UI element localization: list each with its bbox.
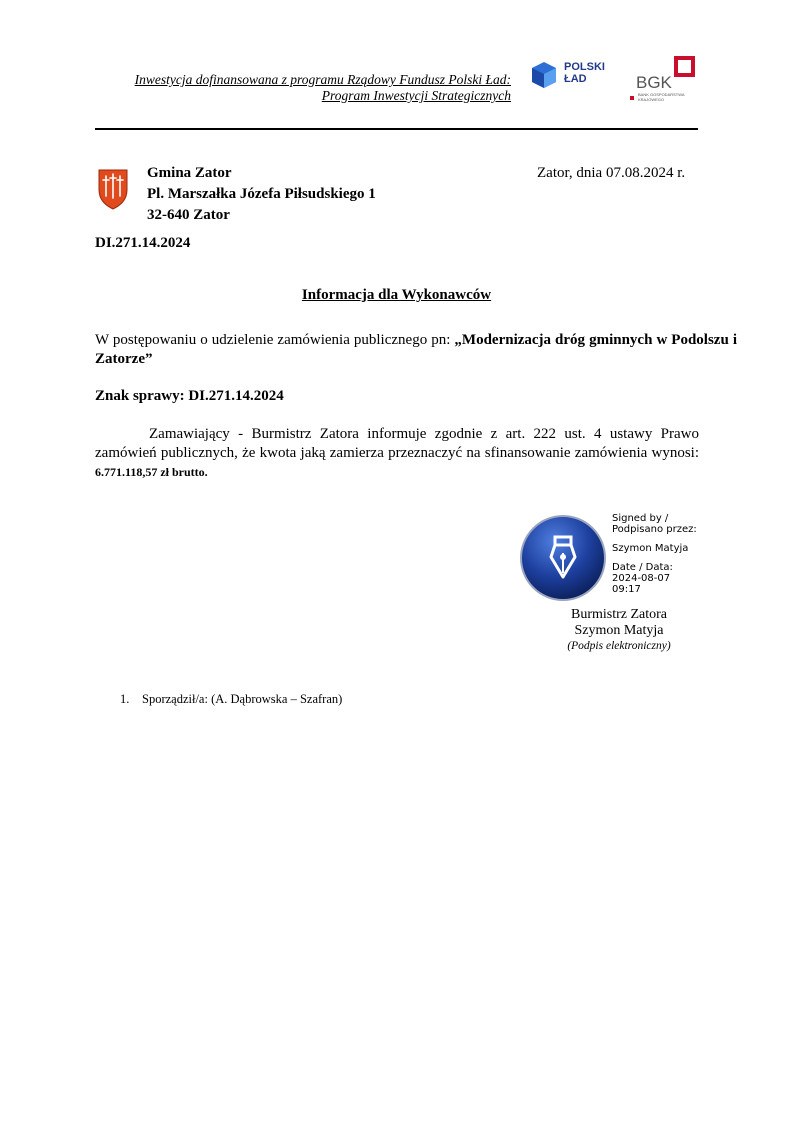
bgk-sub-1: BANK GOSPODARSTWA: [638, 92, 685, 97]
polski-lad-text-1: POLSKI: [564, 61, 605, 73]
funding-note: [96, 72, 511, 104]
intro-text: W postępowaniu o udzielenie zamówienia publicznego pn:: [95, 332, 455, 348]
sender-address: [147, 163, 376, 226]
signed-by-label-2: Podpisano przez:: [612, 524, 697, 535]
list-item-number: 1.: [120, 692, 130, 706]
body-text: Zamawiający - Burmistrz Zatora informuje zgodnie z art. 222 ust. 4 ustawy Prawo zamówień publicznych, że kwota jaką zamierza przeznaczyć na sfinansowanie zamówienia wynosi:: [95, 426, 699, 461]
signature-info: [612, 513, 697, 595]
pen-nib-icon: [518, 513, 608, 603]
bgk-logo: [630, 56, 700, 106]
signature-date: 2024-08-07: [612, 573, 671, 584]
header-divider: [95, 128, 698, 130]
signature-date-label: Date / Data:: [612, 562, 673, 573]
amount: 6.771.118,57 zł brutto.: [95, 465, 208, 479]
polski-lad-logo: [528, 58, 618, 94]
signature-name: Szymon Matyja: [612, 543, 689, 554]
sender-line-2: Pl. Marszałka Józefa Piłsudskiego 1: [147, 186, 376, 202]
list-item-text: Sporządził/a: (A. Dąbrowska – Szafran): [142, 692, 343, 706]
funding-line-2: Program Inwestycji Strategicznych: [321, 88, 511, 103]
polski-lad-mark-icon: [528, 58, 562, 94]
document-title: Informacja dla Wykonawców: [301, 287, 492, 303]
signer-note: (Podpis elektroniczny): [567, 640, 671, 652]
body-paragraph: [95, 425, 699, 482]
signer-block: [556, 607, 682, 654]
sender-line-1: Gmina Zator: [147, 165, 232, 181]
project-name: „Modernizacja dróg gminnych w Podolszu i Zatorze”: [95, 332, 737, 367]
case-number: Znak sprawy: DI.271.14.2024: [95, 388, 284, 404]
coat-of-arms-icon: [97, 168, 129, 210]
reference-number: DI.271.14.2024: [95, 235, 191, 251]
intro-paragraph: [95, 331, 737, 369]
funding-line-1: Inwestycja dofinansowana z programu Rządowy Fundusz Polski Ład:: [134, 72, 511, 87]
polski-lad-text-2: ŁAD: [564, 73, 587, 85]
signer-name: Szymon Matyja: [574, 623, 664, 638]
sender-line-3: 32-640 Zator: [147, 207, 230, 223]
signature-time: 09:17: [612, 584, 641, 595]
document-date: Zator, dnia 07.08.2024 r.: [537, 165, 686, 181]
signed-by-label-1: Signed by /: [612, 513, 669, 524]
bgk-text: BGK: [636, 73, 672, 92]
bgk-sub-2: KRAJOWEGO: [638, 97, 665, 102]
signer-role: Burmistrz Zatora: [570, 607, 668, 622]
list-item: [120, 692, 342, 707]
